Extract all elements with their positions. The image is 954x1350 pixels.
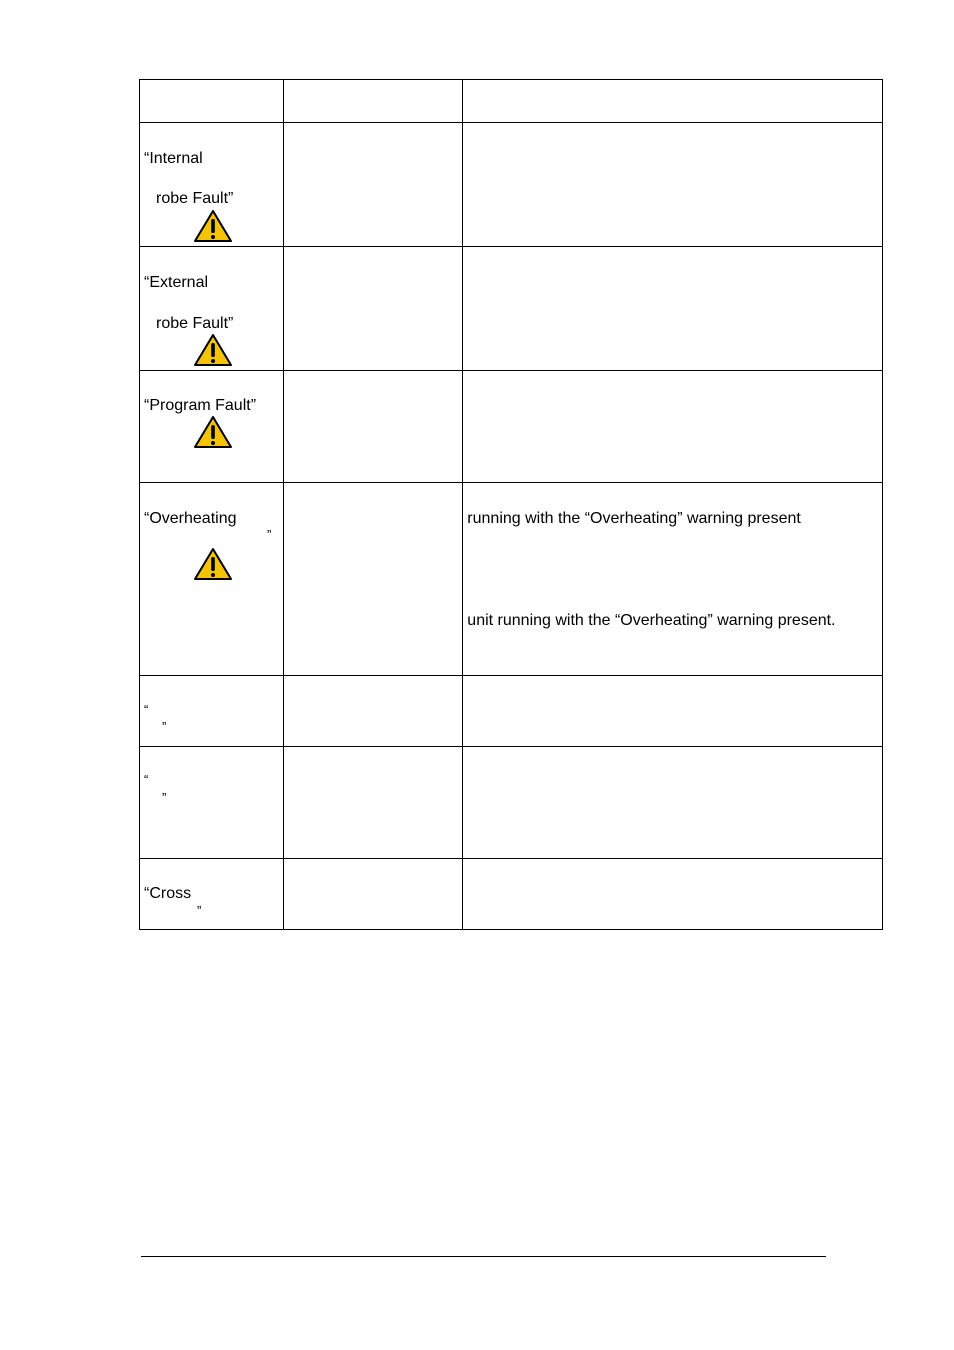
warning-label-cell (140, 747, 284, 859)
warning-label-line2: robe Fault” (156, 315, 234, 332)
table-row (140, 747, 883, 859)
warning-label-cell (140, 676, 284, 747)
cause-cell (283, 123, 463, 247)
warning-label-line2: ” (267, 527, 272, 542)
warning-label-line1: “Internal (144, 150, 203, 167)
warning-label-cell (140, 247, 284, 371)
action-cell (463, 859, 883, 930)
cause-cell (283, 371, 463, 483)
warning-label-line1: “ (144, 702, 149, 717)
header-cell (140, 80, 284, 123)
warning-label-line1: “External (144, 274, 209, 291)
header-cell (283, 80, 463, 123)
warnings-table (139, 79, 883, 930)
action-cell (463, 123, 883, 247)
table-row (140, 859, 883, 930)
warning-label-line1: “Cross (144, 885, 192, 902)
action-cell (463, 247, 883, 371)
cause-cell (283, 859, 463, 930)
header-cell (463, 80, 883, 123)
cause-cell (283, 247, 463, 371)
table-row (140, 123, 883, 247)
warning-label-line2: robe Fault” (156, 190, 234, 207)
table-row (140, 483, 883, 676)
warning-triangle-icon (193, 415, 233, 449)
warning-label-line2: ” (162, 719, 167, 734)
warning-label-line1: “Program Fault” (144, 397, 257, 414)
warning-label-cell (140, 859, 284, 930)
warning-label-line2: ” (197, 903, 202, 918)
table-row (140, 371, 883, 483)
cause-cell (283, 747, 463, 859)
table-header-row (140, 80, 883, 123)
cause-cell (283, 676, 463, 747)
footer-rule (141, 1256, 826, 1257)
warning-triangle-icon (193, 209, 233, 243)
warning-triangle-icon (193, 547, 233, 581)
action-cell (463, 483, 883, 676)
table-row (140, 676, 883, 747)
warning-label-cell (140, 483, 284, 676)
warning-label-cell (140, 371, 284, 483)
warning-label-line1: “ (144, 772, 149, 787)
action-text-line2: unit running with the “Overheating” warning present. (467, 612, 836, 629)
warning-label-cell (140, 123, 284, 247)
action-text-line1: running with the “Overheating” warning present (467, 510, 801, 527)
warning-label-line1: “Overheating (144, 510, 237, 527)
cause-cell (283, 483, 463, 676)
warning-triangle-icon (193, 333, 233, 367)
table-row (140, 247, 883, 371)
warning-label-line2: ” (162, 790, 167, 805)
action-cell (463, 747, 883, 859)
action-cell (463, 371, 883, 483)
action-cell (463, 676, 883, 747)
